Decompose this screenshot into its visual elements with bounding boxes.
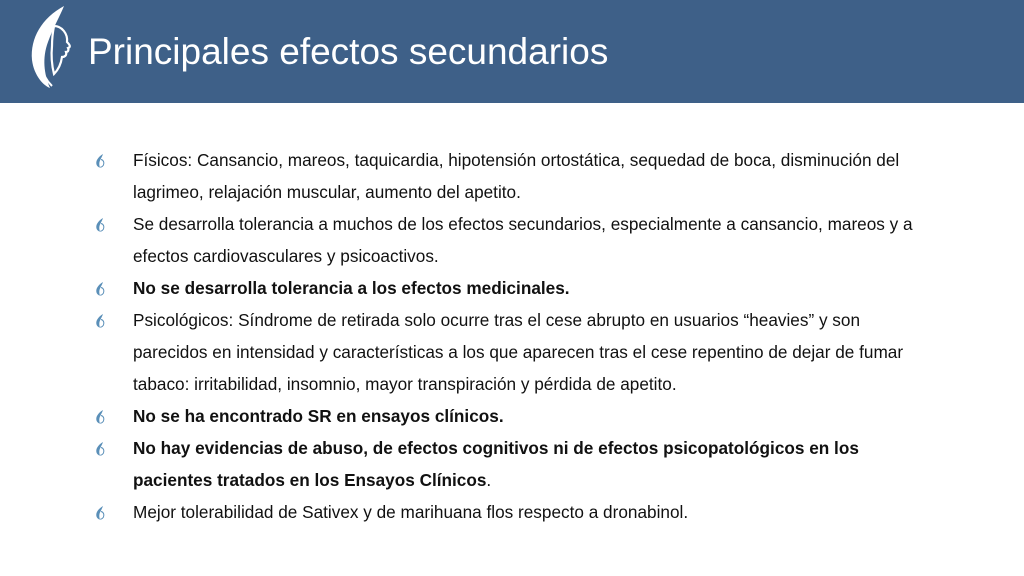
bullet-text: Físicos: Cansancio, mareos, taquicardia, hipotensión ortostática, sequedad de boca, disminución del lagrimeo, relajación muscular, aumento del apetito. [133, 150, 900, 202]
leaf-bullet-icon [94, 217, 106, 232]
bullet-text: No se ha encontrado SR en ensayos clínicos. [133, 406, 504, 426]
leaf-bullet-icon [94, 281, 106, 296]
page-title: Principales efectos secundarios [88, 31, 609, 72]
bullet-text: Psicológicos: Síndrome de retirada solo ocurre tras el cese abrupto en usuarios “heavies” y son parecidos en intensidad y características a los que aparecen tras el cese repentino de dejar de fumar tabaco: irritabilidad, insomnio, mayor transpiración y pérdida de apetito. [133, 310, 904, 394]
leaf-bullet-icon [94, 153, 106, 168]
bullet-text: Se desarrolla tolerancia a muchos de los efectos secundarios, especialmente a cansancio, mareos y a efectos cardiovasculares y psicoactivos. [133, 214, 913, 266]
list-item [94, 496, 924, 528]
list-item [94, 400, 924, 432]
leaf-bullet-icon [94, 505, 106, 520]
list-item [94, 144, 924, 208]
title-bar [0, 0, 1024, 103]
leaf-bullet-icon [94, 441, 106, 456]
bullet-text: No hay evidencias de abuso, de efectos cognitivos ni de efectos psicopatológicos en los pacientes tratados en los Ensayos Clínicos [133, 438, 859, 490]
list-item [94, 208, 924, 272]
list-item [94, 272, 924, 304]
list-item [94, 304, 924, 400]
leaf-bullet-icon [94, 313, 106, 328]
bullet-list [94, 144, 924, 528]
leaf-face-logo-icon [20, 4, 76, 90]
leaf-bullet-icon [94, 409, 106, 424]
list-item [94, 432, 924, 496]
bullet-text-suffix: . [486, 470, 492, 490]
bullet-text: Mejor tolerabilidad de Sativex y de marihuana flos respecto a dronabinol. [133, 502, 689, 522]
bullet-text: No se desarrolla tolerancia a los efectos medicinales. [133, 278, 570, 298]
